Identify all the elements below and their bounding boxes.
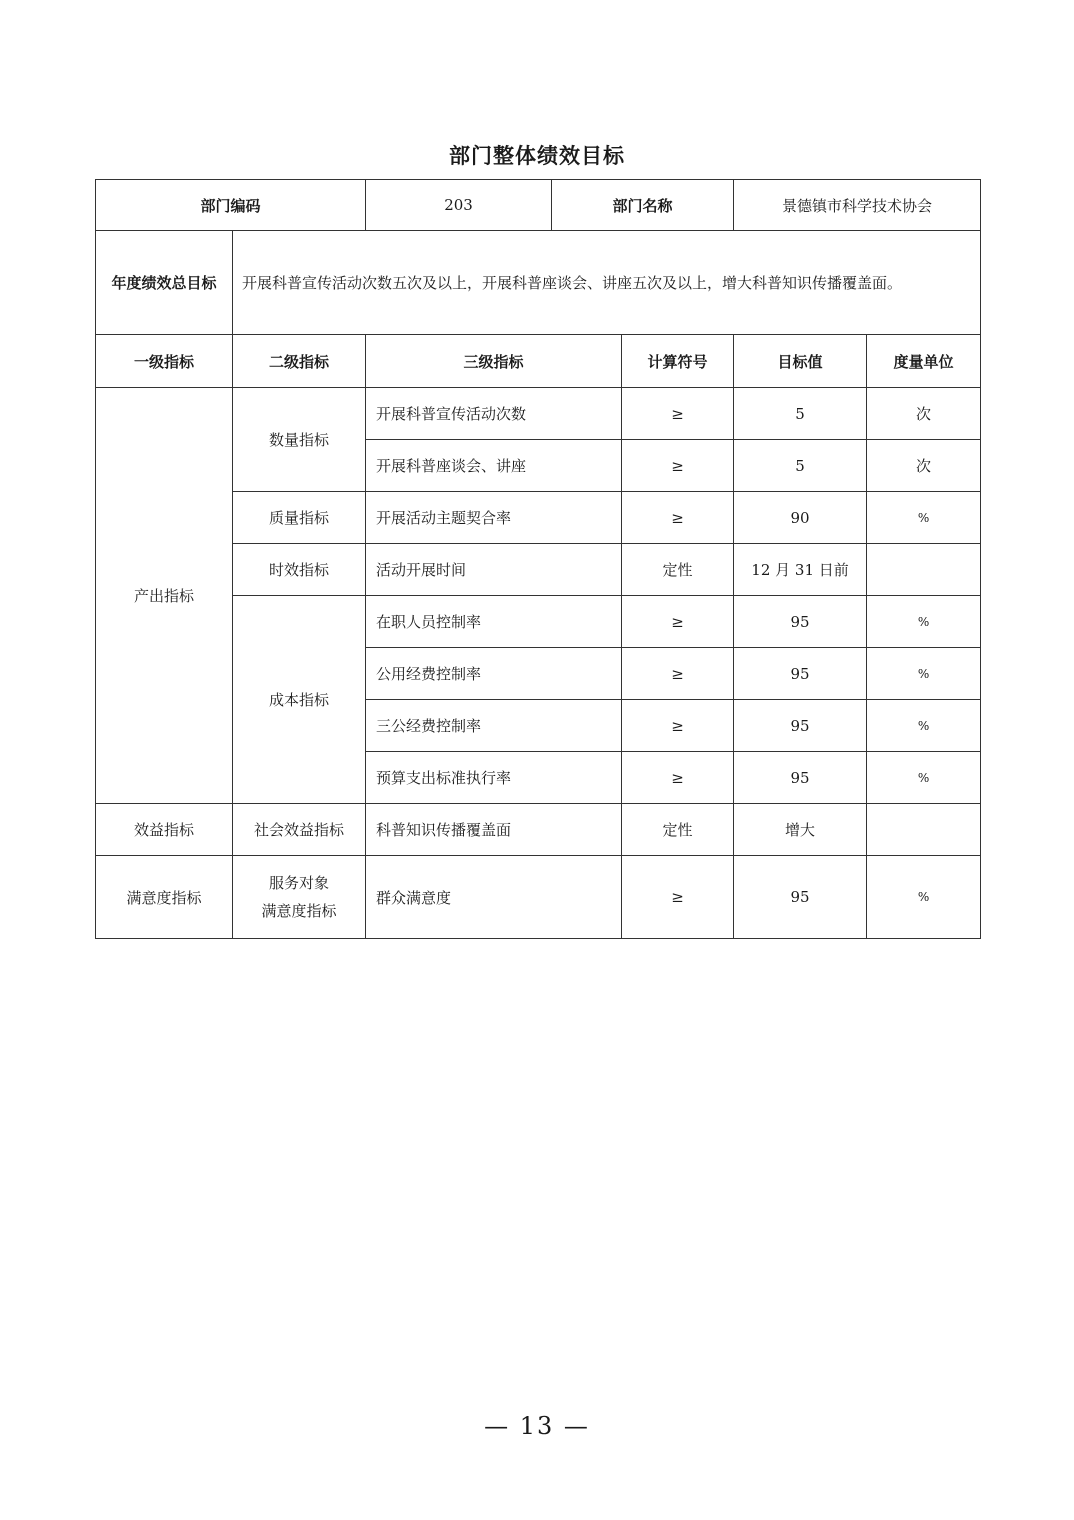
level2-cell: 成本指标 [233, 596, 366, 804]
unit-cell: 次 [867, 440, 981, 492]
operator-cell: ≥ [622, 596, 734, 648]
level2-cell [233, 856, 366, 939]
unit-cell: % [867, 596, 981, 648]
operator-cell: 定性 [622, 804, 734, 856]
indicator-cell: 公用经费控制率 [366, 648, 622, 700]
column-header: 目标值 [734, 335, 867, 388]
target-cell: 95 [734, 648, 867, 700]
annual-goal-label: 年度绩效总目标 [96, 231, 233, 335]
operator-cell: ≥ [622, 440, 734, 492]
level2-cell: 质量指标 [233, 492, 366, 544]
indicator-cell: 开展科普宣传活动次数 [366, 388, 622, 440]
page-title: 部门整体绩效目标 [449, 144, 625, 168]
operator-cell: 定性 [622, 544, 734, 596]
column-header: 度量单位 [867, 335, 981, 388]
column-header-row [96, 335, 981, 388]
target-cell: 5 [734, 440, 867, 492]
target-cell: 5 [734, 388, 867, 440]
operator-cell: ≥ [622, 700, 734, 752]
indicator-cell: 开展科普座谈会、讲座 [366, 440, 622, 492]
target-cell: 95 [734, 856, 867, 939]
level2-cell: 社会效益指标 [233, 804, 366, 856]
operator-cell: ≥ [622, 492, 734, 544]
unit-cell: % [867, 752, 981, 804]
unit-cell [867, 804, 981, 856]
page-number: — 13 — [484, 1412, 590, 1440]
level1-cell: 效益指标 [96, 804, 233, 856]
unit-cell: % [867, 492, 981, 544]
level2-line: 满意度指标 [261, 902, 337, 920]
header-row [96, 180, 981, 231]
operator-cell: ≥ [622, 388, 734, 440]
unit-cell: % [867, 648, 981, 700]
dept-code-value: 203 [366, 180, 552, 231]
column-header: 二级指标 [233, 335, 366, 388]
indicator-cell: 开展活动主题契合率 [366, 492, 622, 544]
indicator-cell: 预算支出标准执行率 [366, 752, 622, 804]
level1-cell: 满意度指标 [96, 856, 233, 939]
level2-cell: 数量指标 [233, 388, 366, 492]
unit-cell: % [867, 700, 981, 752]
indicator-cell: 三公经费控制率 [366, 700, 622, 752]
column-header: 三级指标 [366, 335, 622, 388]
target-cell: 95 [734, 700, 867, 752]
performance-table [95, 179, 981, 939]
indicator-cell: 群众满意度 [366, 856, 622, 939]
operator-cell: ≥ [622, 856, 734, 939]
table-row [96, 856, 981, 939]
operator-cell: ≥ [622, 752, 734, 804]
column-header: 计算符号 [622, 335, 734, 388]
unit-cell: 次 [867, 388, 981, 440]
dept-code-label: 部门编码 [96, 180, 366, 231]
unit-cell: % [867, 856, 981, 939]
level1-cell: 产出指标 [96, 388, 233, 804]
level2-cell: 时效指标 [233, 544, 366, 596]
target-cell: 95 [734, 752, 867, 804]
unit-cell [867, 544, 981, 596]
level2-line: 服务对象 [269, 874, 330, 892]
table-row [96, 804, 981, 856]
operator-cell: ≥ [622, 648, 734, 700]
indicator-cell: 科普知识传播覆盖面 [366, 804, 622, 856]
dept-name-label: 部门名称 [552, 180, 734, 231]
indicator-cell: 活动开展时间 [366, 544, 622, 596]
annual-goal-text: 开展科普宣传活动次数五次及以上，开展科普座谈会、讲座五次及以上，增大科普知识传播覆盖面。 [233, 231, 981, 335]
target-cell: 95 [734, 596, 867, 648]
target-cell: 90 [734, 492, 867, 544]
dept-name-value: 景德镇市科学技术协会 [734, 180, 981, 231]
annual-goal-row [96, 231, 981, 335]
column-header: 一级指标 [96, 335, 233, 388]
table-row [96, 388, 981, 440]
target-cell: 增大 [734, 804, 867, 856]
indicator-cell: 在职人员控制率 [366, 596, 622, 648]
target-cell: 12 月 31 日前 [734, 544, 867, 596]
